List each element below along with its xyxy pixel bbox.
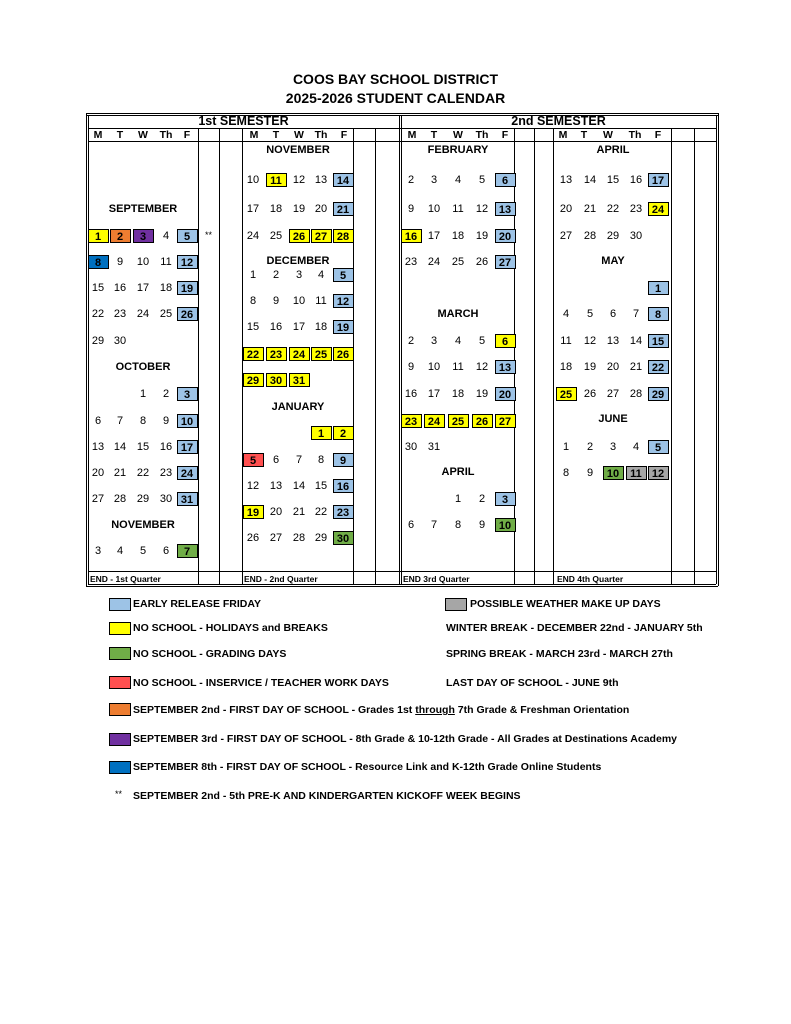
calendar-day: 10 [136, 256, 150, 268]
calendar-day: 25 [269, 230, 283, 242]
day-header: M [249, 129, 259, 141]
calendar-day: 18 [451, 388, 465, 400]
calendar-day: 8 [88, 255, 109, 269]
calendar-day: 28 [113, 493, 127, 505]
legend-first-day-orange [133, 704, 629, 716]
calendar-day: 9 [586, 467, 594, 479]
calendar-day: 26 [583, 388, 597, 400]
calendar-day: 23 [401, 414, 422, 428]
day-header: Th [314, 129, 328, 141]
calendar-day: 25 [451, 256, 465, 268]
calendar-day: 17 [246, 203, 260, 215]
calendar-day: 4 [116, 545, 124, 557]
calendar-day: 25 [311, 347, 332, 361]
calendar-day: 23 [113, 308, 127, 320]
calendar-day: 4 [454, 335, 462, 347]
calendar-day: 20 [269, 506, 283, 518]
calendar-day: 4 [562, 308, 570, 320]
calendar-day: 21 [113, 467, 127, 479]
month-september: SEPTEMBER [108, 203, 178, 215]
month-october: OCTOBER [115, 361, 171, 373]
calendar-day: 12 [333, 294, 354, 308]
calendar-day: 6 [94, 415, 102, 427]
calendar-day: 4 [162, 230, 170, 242]
calendar-day: 24 [136, 308, 150, 320]
semester-1-header: 1st SEMESTER [198, 114, 289, 128]
grid-line [88, 141, 716, 142]
month-december: DECEMBER [266, 255, 330, 267]
day-header: F [654, 129, 662, 141]
calendar-day: 10 [246, 174, 260, 186]
calendar-day: 22 [136, 467, 150, 479]
calendar-day: 4 [317, 269, 325, 281]
calendar-day: 2 [478, 493, 486, 505]
calendar-day: 5 [648, 440, 669, 454]
day-header: F [501, 129, 509, 141]
calendar-day: 18 [314, 321, 328, 333]
grid-line [88, 584, 716, 585]
grid-line [198, 128, 199, 584]
calendar-day: 15 [314, 480, 328, 492]
calendar-day: 19 [475, 388, 489, 400]
calendar-day: 1 [454, 493, 462, 505]
calendar-day: 11 [626, 466, 647, 480]
day-header: W [603, 129, 613, 141]
legend-first-day-purple: SEPTEMBER 3rd - FIRST DAY OF SCHOOL - 8th Grade & 10-12th Grade - All Grades at Destinations Academy [133, 733, 677, 745]
calendar-day: 30 [159, 493, 173, 505]
calendar-day: 15 [606, 174, 620, 186]
legend-kickoff: SEPTEMBER 2nd - 5th PRE-K AND KINDERGARTEN KICKOFF WEEK BEGINS [133, 790, 521, 802]
calendar-day: 30 [333, 531, 354, 545]
day-header: Th [475, 129, 489, 141]
calendar-day: 11 [160, 256, 172, 268]
calendar-day: 30 [266, 373, 287, 387]
calendar-day: 1 [139, 388, 147, 400]
legend-first-day-blue: SEPTEMBER 8th - FIRST DAY OF SCHOOL - Resource Link and K-12th Grade Online Students [133, 761, 602, 773]
calendar-day: 16 [333, 479, 354, 493]
calendar-day: 13 [606, 335, 620, 347]
legend-swatch-weather [445, 598, 467, 611]
calendar-day: 28 [292, 532, 306, 544]
calendar-day: 8 [562, 467, 570, 479]
grid-line [716, 115, 717, 584]
day-header: W [453, 129, 463, 141]
calendar-day: 14 [292, 480, 306, 492]
day-header: F [340, 129, 348, 141]
calendar-day: 27 [559, 230, 573, 242]
calendar-day: 13 [91, 441, 105, 453]
calendar-day: 3 [177, 387, 198, 401]
calendar-day: 15 [648, 334, 669, 348]
calendar-day: 7 [116, 415, 124, 427]
calendar-day: 2 [407, 174, 415, 186]
calendar-day: 24 [246, 230, 260, 242]
calendar-day: 17 [427, 230, 441, 242]
calendar-day: 26 [475, 256, 489, 268]
legend-swatch-grading [109, 647, 131, 660]
calendar-day: 28 [583, 230, 597, 242]
calendar-day: 3 [133, 229, 154, 243]
calendar-day: 3 [430, 335, 438, 347]
end-2nd-quarter: END - 2nd Quarter [244, 574, 318, 584]
calendar-day: 2 [407, 335, 415, 347]
calendar-day: 29 [606, 230, 620, 242]
calendar-day: 11 [266, 173, 287, 187]
day-header: W [138, 129, 148, 141]
legend-first-day-orange-through: through [415, 704, 455, 716]
calendar-day: 3 [609, 441, 617, 453]
calendar-day: 16 [269, 321, 283, 333]
calendar-day: 11 [560, 335, 572, 347]
calendar-day: 20 [495, 387, 516, 401]
day-header: M [407, 129, 417, 141]
month-april-2: APRIL [596, 144, 630, 156]
legend-spring-break: SPRING BREAK - MARCH 23rd - MARCH 27th [446, 648, 673, 660]
calendar-day: 1 [311, 426, 332, 440]
grid-line [86, 586, 718, 587]
grid-line [534, 128, 535, 584]
day-header: M [558, 129, 568, 141]
calendar-day: 31 [289, 373, 310, 387]
calendar-day: 17 [292, 321, 306, 333]
calendar-day: 13 [559, 174, 573, 186]
calendar-day: 19 [177, 281, 198, 295]
calendar-day: 5 [333, 268, 354, 282]
calendar-day: 19 [333, 320, 354, 334]
month-may: MAY [601, 255, 625, 267]
month-january: JANUARY [271, 401, 325, 413]
calendar-day: 12 [475, 361, 489, 373]
calendar-day: 21 [629, 361, 643, 373]
calendar-day: 4 [454, 174, 462, 186]
legend-winter-break: WINTER BREAK - DECEMBER 22nd - JANUARY 5th [446, 622, 703, 634]
legend-weather: POSSIBLE WEATHER MAKE UP DAYS [470, 598, 661, 610]
calendar-day: 16 [401, 229, 422, 243]
calendar-day: 24 [424, 414, 445, 428]
calendar-day: 29 [91, 335, 105, 347]
calendar-day: 17 [136, 282, 150, 294]
grid-line [375, 128, 376, 584]
calendar-day: 22 [91, 308, 105, 320]
calendar-day: 16 [159, 441, 173, 453]
calendar-day: 30 [113, 335, 127, 347]
month-february: FEBRUARY [427, 144, 489, 156]
calendar-day: 16 [404, 388, 418, 400]
calendar-day: 14 [583, 174, 597, 186]
calendar-day: 31 [177, 492, 198, 506]
calendar-day: 6 [495, 173, 516, 187]
day-header: M [93, 129, 103, 141]
calendar-day: 22 [243, 347, 264, 361]
calendar-day: 12 [648, 466, 669, 480]
calendar-day: 12 [246, 480, 260, 492]
calendar-day: 7 [177, 544, 198, 558]
calendar-day: 27 [269, 532, 283, 544]
calendar-day: 10 [427, 361, 441, 373]
day-header: F [183, 129, 191, 141]
calendar-day: 24 [648, 202, 669, 216]
calendar-day: 6 [495, 334, 516, 348]
calendar-day: 26 [289, 229, 310, 243]
month-november-1: NOVEMBER [111, 519, 175, 531]
calendar-day: 20 [606, 361, 620, 373]
calendar-day: 22 [648, 360, 669, 374]
calendar-day: 28 [629, 388, 643, 400]
month-november-2: NOVEMBER [266, 144, 330, 156]
legend-swatch-no-school [109, 622, 131, 635]
calendar-day: 11 [452, 361, 464, 373]
calendar-day: 23 [404, 256, 418, 268]
calendar-day: 9 [407, 203, 415, 215]
calendar-day: 24 [289, 347, 310, 361]
calendar-day: 23 [333, 505, 354, 519]
calendar-day: 1 [88, 229, 109, 243]
calendar-day: 31 [427, 441, 441, 453]
day-header: T [272, 129, 280, 141]
calendar-day: 21 [292, 506, 306, 518]
calendar-day: 20 [91, 467, 105, 479]
calendar-day: 1 [562, 441, 570, 453]
calendar-day: 24 [177, 466, 198, 480]
grid-line [86, 113, 87, 586]
legend-last-day: LAST DAY OF SCHOOL - JUNE 9th [446, 677, 619, 689]
day-header: W [294, 129, 304, 141]
calendar-day: 14 [629, 335, 643, 347]
calendar-day: 27 [495, 414, 516, 428]
calendar-day: 27 [91, 493, 105, 505]
legend-first-day-orange-b: 7th Grade & Freshman Orientation [454, 704, 630, 716]
calendar-day: 9 [272, 295, 280, 307]
calendar-day: 18 [159, 282, 173, 294]
calendar-day: 23 [159, 467, 173, 479]
calendar-day: 8 [648, 307, 669, 321]
calendar-title: 2025-2026 STUDENT CALENDAR [285, 90, 506, 106]
calendar-day: 25 [159, 308, 173, 320]
calendar-day: 22 [606, 203, 620, 215]
day-header: Th [159, 129, 173, 141]
calendar-day: 11 [315, 295, 327, 307]
calendar-day: 17 [427, 388, 441, 400]
calendar-day: 3 [430, 174, 438, 186]
calendar-day: 15 [136, 441, 150, 453]
calendar-day: 30 [629, 230, 643, 242]
calendar-day: 12 [583, 335, 597, 347]
grid-line [671, 128, 672, 584]
calendar-day: 5 [478, 174, 486, 186]
calendar-day: 2 [162, 388, 170, 400]
calendar-day: 23 [629, 203, 643, 215]
calendar-day: 9 [407, 361, 415, 373]
calendar-day: 10 [603, 466, 624, 480]
legend-swatch-inservice [109, 676, 131, 689]
legend-swatch-early-release [109, 598, 131, 611]
calendar-day: 12 [177, 255, 198, 269]
calendar-day: 14 [333, 173, 354, 187]
legend-no-school: NO SCHOOL - HOLIDAYS and BREAKS [133, 622, 328, 634]
calendar-day: 9 [116, 256, 124, 268]
calendar-day: 20 [559, 203, 573, 215]
calendar-day: 17 [177, 440, 198, 454]
calendar-day: 2 [110, 229, 131, 243]
calendar-day: 21 [333, 202, 354, 216]
calendar-day: 9 [478, 519, 486, 531]
calendar-day: 3 [495, 492, 516, 506]
calendar-day: 21 [583, 203, 597, 215]
calendar-day: 20 [314, 203, 328, 215]
calendar-day: 3 [295, 269, 303, 281]
calendar-day: 5 [478, 335, 486, 347]
calendar-day: 6 [272, 454, 280, 466]
end-3rd-quarter: END 3rd Quarter [403, 574, 470, 584]
day-header: T [116, 129, 124, 141]
calendar-day: 13 [269, 480, 283, 492]
calendar-day: 22 [314, 506, 328, 518]
calendar-day: 13 [495, 360, 516, 374]
end-1st-quarter: END - 1st Quarter [90, 574, 161, 584]
calendar-day: 2 [586, 441, 594, 453]
calendar-day: 8 [139, 415, 147, 427]
calendar-day: 29 [243, 373, 264, 387]
end-4th-quarter: END 4th Quarter [557, 574, 624, 584]
legend-inservice: NO SCHOOL - INSERVICE / TEACHER WORK DAYS [133, 677, 389, 689]
calendar-day: 16 [113, 282, 127, 294]
day-header: T [580, 129, 588, 141]
day-header: Th [628, 129, 642, 141]
calendar-day: 6 [162, 545, 170, 557]
calendar-day: 3 [94, 545, 102, 557]
calendar-day: 17 [648, 173, 669, 187]
legend-first-day-orange-a: SEPTEMBER 2nd - FIRST DAY OF SCHOOL - Grades 1st [133, 704, 416, 716]
calendar-day: 6 [407, 519, 415, 531]
calendar-day: 7 [430, 519, 438, 531]
calendar-day: 9 [333, 453, 354, 467]
calendar-day: 13 [495, 202, 516, 216]
grid-line [718, 113, 719, 586]
month-march: MARCH [437, 308, 479, 320]
calendar-day: 25 [448, 414, 469, 428]
calendar-day: 10 [177, 414, 198, 428]
calendar-day: 12 [475, 203, 489, 215]
calendar-day: 8 [454, 519, 462, 531]
day-header: T [430, 129, 438, 141]
calendar-day: 8 [317, 454, 325, 466]
calendar-day: 13 [314, 174, 328, 186]
grid-line [553, 128, 554, 584]
legend-swatch-first-day-purple [109, 733, 131, 746]
calendar-day: 5 [177, 229, 198, 243]
month-june: JUNE [598, 413, 628, 425]
grid-line [514, 128, 515, 584]
calendar-day: 27 [311, 229, 332, 243]
grid-line [219, 128, 220, 584]
calendar-day: 8 [249, 295, 257, 307]
calendar-day: 9 [162, 415, 170, 427]
calendar-day: 5 [586, 308, 594, 320]
grid-line [694, 128, 695, 584]
calendar-day: 11 [452, 203, 464, 215]
calendar-day: 18 [451, 230, 465, 242]
calendar-day: 6 [609, 308, 617, 320]
calendar-day: 10 [495, 518, 516, 532]
calendar-day: 20 [495, 229, 516, 243]
calendar-day: 1 [249, 269, 257, 281]
calendar-day: 18 [559, 361, 573, 373]
kickoff-stars-marker: ** [205, 230, 213, 240]
semester-2-header: 2nd SEMESTER [511, 114, 606, 128]
calendar-day: 26 [472, 414, 493, 428]
calendar-day: 14 [113, 441, 127, 453]
calendar-day: 29 [136, 493, 150, 505]
legend-kickoff-stars: ** [115, 789, 123, 799]
calendar-day: 5 [139, 545, 147, 557]
calendar-day: 2 [272, 269, 280, 281]
calendar-day: 19 [292, 203, 306, 215]
calendar-day: 1 [648, 281, 669, 295]
month-april-1: APRIL [441, 466, 475, 478]
legend-swatch-first-day-blue [109, 761, 131, 774]
calendar-day: 25 [556, 387, 577, 401]
calendar-day: 19 [583, 361, 597, 373]
calendar-day: 28 [333, 229, 354, 243]
legend-early-release: EARLY RELEASE FRIDAY [133, 598, 261, 610]
calendar-day: 16 [629, 174, 643, 186]
district-title: COOS BAY SCHOOL DISTRICT [292, 71, 499, 87]
calendar-day: 29 [314, 532, 328, 544]
calendar-day: 27 [606, 388, 620, 400]
calendar-day: 7 [295, 454, 303, 466]
grid-line [88, 115, 89, 584]
calendar-day: 29 [648, 387, 669, 401]
calendar-day: 4 [632, 441, 640, 453]
calendar-day: 10 [427, 203, 441, 215]
calendar-day: 24 [427, 256, 441, 268]
calendar-day: 19 [475, 230, 489, 242]
calendar-day: 12 [292, 174, 306, 186]
calendar-day: 10 [292, 295, 306, 307]
calendar-day: 19 [243, 505, 264, 519]
legend-grading: NO SCHOOL - GRADING DAYS [133, 648, 287, 660]
calendar-day: 7 [632, 308, 640, 320]
calendar-day: 26 [246, 532, 260, 544]
calendar-day: 27 [495, 255, 516, 269]
calendar-day: 26 [177, 307, 198, 321]
calendar-day: 15 [246, 321, 260, 333]
calendar-day: 2 [333, 426, 354, 440]
grid-line [88, 571, 716, 572]
calendar-day: 23 [266, 347, 287, 361]
calendar-day: 30 [404, 441, 418, 453]
calendar-day: 26 [333, 347, 354, 361]
legend-swatch-first-day-orange [109, 703, 131, 716]
calendar-day: 18 [269, 203, 283, 215]
calendar-day: 5 [243, 453, 264, 467]
calendar-day: 15 [91, 282, 105, 294]
